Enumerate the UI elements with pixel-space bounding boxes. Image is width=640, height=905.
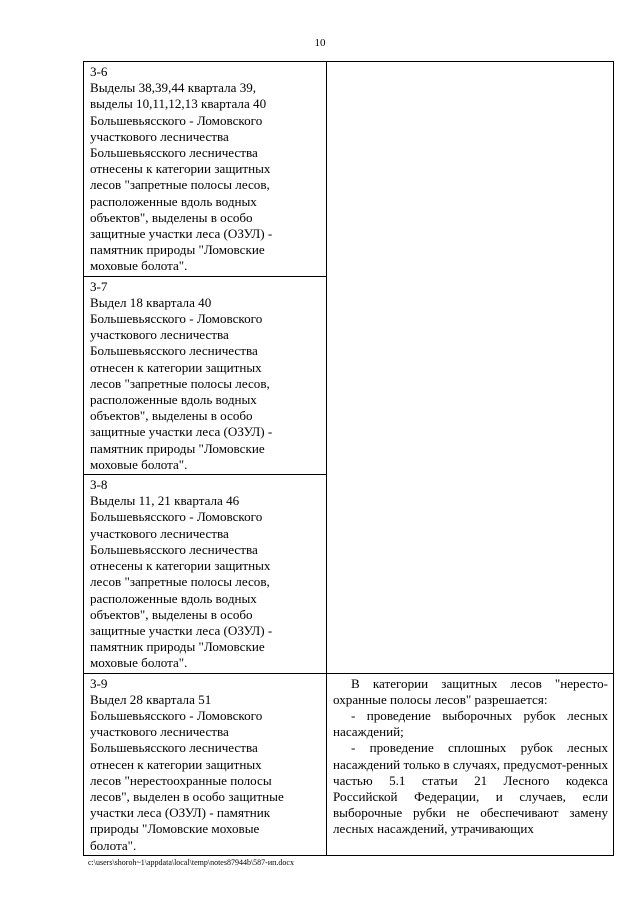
description-line: выделы 10,11,12,13 квартала 40 (90, 96, 267, 112)
description-line: расположенные вдоль водных (90, 193, 257, 209)
description-line: моховые болота". (90, 258, 188, 274)
description-line: расположенные вдоль водных (90, 590, 257, 606)
description-line: Выдел 18 квартала 40 (90, 294, 212, 310)
description-line: участкового лесничества (90, 724, 229, 740)
description-line: Большевьясского - Ломовского (90, 112, 263, 128)
description-line: Выдел 28 квартала 51 (90, 691, 212, 707)
plot-description (90, 493, 321, 671)
plot-code: 3-9 (90, 675, 108, 691)
description-line: расположенные вдоль водных (90, 392, 257, 408)
description-line: защитные участки леса (ОЗУЛ) - (90, 226, 273, 242)
plot-description-cell (84, 475, 327, 673)
description-line: участкового лесничества (90, 525, 229, 541)
plot-description-cell (84, 276, 327, 474)
page-number: 10 (314, 37, 326, 49)
description-line: моховые болота". (90, 655, 188, 671)
description-line: Большевьясского лесничества (90, 740, 258, 756)
description-line: лесов", выделен в особо защитные (90, 788, 284, 804)
plot-description (90, 295, 321, 473)
description-line: объектов", выделены в особо (90, 408, 253, 424)
plot-code: 3-8 (90, 477, 108, 493)
description-line: защитные участки леса (ОЗУЛ) - (90, 424, 273, 440)
description-line: отнесен к категории защитных (90, 359, 262, 375)
description-line: памятник природы "Ломовские (90, 242, 265, 258)
description-line: памятник природы "Ломовские (90, 639, 265, 655)
plot-code: 3-7 (90, 278, 108, 294)
plot-description (90, 692, 321, 854)
description-line: лесов "запретные полосы лесов, (90, 574, 270, 590)
description-line: лесов "запретные полосы лесов, (90, 375, 270, 391)
regulation-empty-cell (327, 62, 614, 674)
description-line: Большевьясского - Ломовского (90, 311, 263, 327)
description-line: Большевьясского лесничества (90, 145, 258, 161)
description-line: участкового лесничества (90, 327, 229, 343)
description-line: лесов "запретные полосы лесов, (90, 177, 270, 193)
description-line: объектов", выделены в особо (90, 606, 253, 622)
description-line: защитные участки леса (ОЗУЛ) - (90, 622, 273, 638)
description-line: памятник природы "Ломовские (90, 440, 265, 456)
plot-description (90, 80, 321, 274)
plot-code: 3-6 (90, 64, 108, 79)
description-line: Большевьясского лесничества (90, 343, 258, 359)
description-line: Большевьясского - Ломовского (90, 707, 263, 723)
regulation-paragraph: - проведение выборочных рубок лесных насаждений; (333, 707, 608, 740)
description-line: Выделы 38,39,44 квартала 39, (90, 80, 257, 96)
description-line: объектов", выделены в особо (90, 209, 253, 225)
plot-description-cell (84, 673, 327, 855)
description-line: Выделы 11, 21 квартала 46 (90, 493, 240, 509)
description-line: участкового лесничества (90, 128, 229, 144)
regulation-cell (327, 673, 614, 855)
description-line: участки леса (ОЗУЛ) - памятник (90, 805, 271, 821)
description-line: Большевьясского лесничества (90, 541, 258, 557)
footer-file-path: c:\users\shoroh~1\appdata\local\temp\notes87944b\587-ип.docx (88, 858, 294, 867)
description-line: лесов "нерестоохранные полосы (90, 772, 272, 788)
description-line: отнесены к категории защитных (90, 558, 271, 574)
regulation-paragraph: В категории защитных лесов "нересто-охранные полосы лесов" разрешается: (333, 675, 608, 707)
table-row (84, 673, 614, 855)
table-row (84, 62, 614, 277)
description-line: природы "Ломовские моховые (90, 821, 260, 837)
description-line: отнесены к категории защитных (90, 161, 271, 177)
regulation-paragraph: - проведение сплошных рубок лесных насаждений только в случаях, предусмот-ренных частью 5.1 статьи 21 Лесного кодекса Российской Федерации, и случаев, если выборочные рубки не обеспечивают замену лесных насаждений, утрачивающих (333, 740, 608, 837)
description-line: отнесен к категории защитных (90, 756, 262, 772)
description-line: Большевьясского - Ломовского (90, 509, 263, 525)
plot-description-cell (84, 62, 327, 277)
land-plots-table (83, 61, 614, 856)
description-line: моховые болота". (90, 456, 188, 472)
description-line: болота". (90, 837, 137, 853)
